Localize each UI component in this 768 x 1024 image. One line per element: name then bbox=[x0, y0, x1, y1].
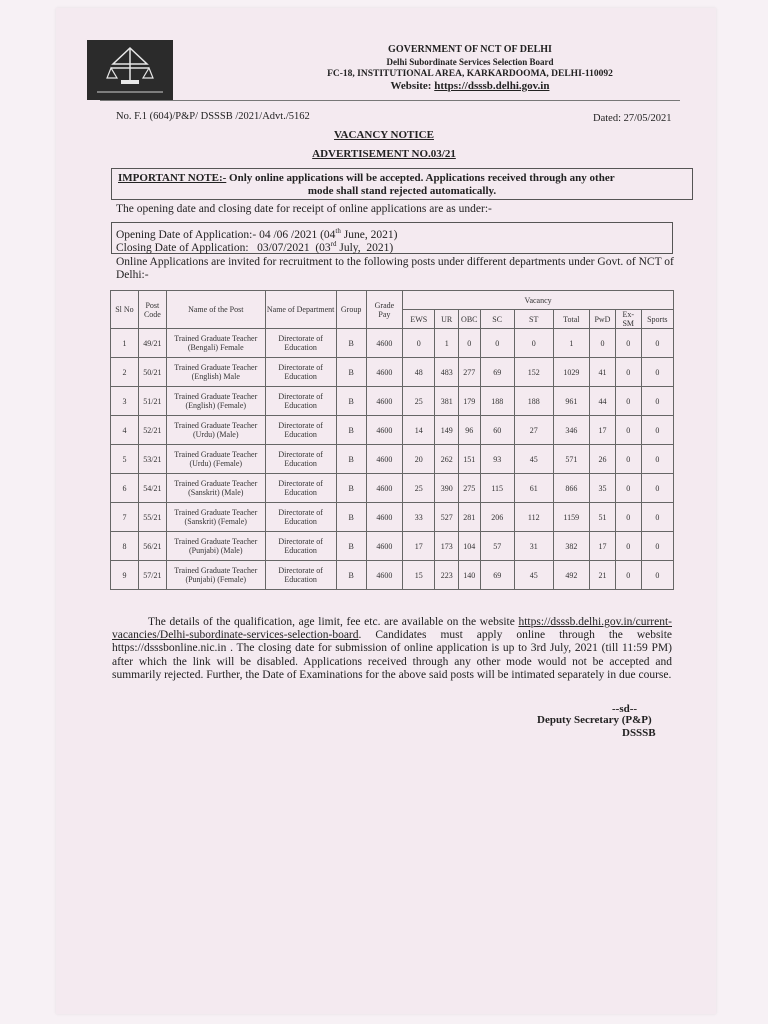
details-text-1: The details of the qualification, age limit, fee etc. are available on the website bbox=[148, 616, 515, 628]
cell-ur: 527 bbox=[435, 503, 459, 532]
header-pwd: PwD bbox=[590, 310, 616, 329]
details-paragraph bbox=[112, 616, 672, 682]
cell-ur: 223 bbox=[435, 561, 459, 590]
table-row bbox=[111, 329, 674, 358]
important-note-line2: mode shall stand rejected automatically. bbox=[307, 185, 497, 197]
cell-department: Directorate of Education bbox=[265, 387, 336, 416]
cell-ews: 48 bbox=[403, 358, 435, 387]
cell-post-name: Trained Graduate Teacher (Sanskrit) (Female) bbox=[166, 503, 265, 532]
cell-post-name: Trained Graduate Teacher (Bengali) Female bbox=[166, 329, 265, 358]
cell-sports: 0 bbox=[641, 416, 673, 445]
cell-ur: 262 bbox=[435, 445, 459, 474]
cell-post-code: 54/21 bbox=[138, 474, 166, 503]
cell-department: Directorate of Education bbox=[265, 445, 336, 474]
cell-sc: 206 bbox=[480, 503, 514, 532]
cell-obc: 179 bbox=[459, 387, 480, 416]
cell-sl: 9 bbox=[111, 561, 139, 590]
header-grade-pay: Grade Pay bbox=[366, 291, 403, 329]
cell-grade-pay: 4600 bbox=[366, 329, 403, 358]
header-sc: SC bbox=[480, 310, 514, 329]
cell-sc: 188 bbox=[480, 387, 514, 416]
cell-post-name: Trained Graduate Teacher (Punjabi) (Male) bbox=[166, 532, 265, 561]
cell-ur: 381 bbox=[435, 387, 459, 416]
cell-sc: 69 bbox=[480, 358, 514, 387]
cell-sl: 6 bbox=[111, 474, 139, 503]
header-divider bbox=[100, 100, 680, 101]
header-total: Total bbox=[553, 310, 590, 329]
cell-pwd: 44 bbox=[590, 387, 616, 416]
cell-post-code: 55/21 bbox=[138, 503, 166, 532]
header-exsm: Ex- SM bbox=[615, 310, 641, 329]
cell-department: Directorate of Education bbox=[265, 329, 336, 358]
cell-ews: 33 bbox=[403, 503, 435, 532]
table-row bbox=[111, 532, 674, 561]
cell-post-name: Trained Graduate Teacher (English) (Female) bbox=[166, 387, 265, 416]
cell-sc: 69 bbox=[480, 561, 514, 590]
important-note-line1: Only online applications will be accepted. Applications received through any other bbox=[226, 172, 615, 184]
cell-ews: 25 bbox=[403, 387, 435, 416]
cell-group: B bbox=[336, 474, 366, 503]
cell-total: 1 bbox=[553, 329, 590, 358]
header-vacancy: Vacancy bbox=[403, 291, 674, 310]
cell-total: 346 bbox=[553, 416, 590, 445]
cell-exsm: 0 bbox=[615, 387, 641, 416]
cell-st: 152 bbox=[514, 358, 553, 387]
cell-obc: 104 bbox=[459, 532, 480, 561]
website-line bbox=[250, 80, 690, 92]
cell-exsm: 0 bbox=[615, 358, 641, 387]
cell-pwd: 41 bbox=[590, 358, 616, 387]
cell-group: B bbox=[336, 561, 366, 590]
cell-obc: 0 bbox=[459, 329, 480, 358]
closing-date: Closing Date of Application: 03/07/2021 (03rd July, 2021) bbox=[116, 240, 394, 254]
cell-sports: 0 bbox=[641, 474, 673, 503]
cell-department: Directorate of Education bbox=[265, 416, 336, 445]
table-row bbox=[111, 358, 674, 387]
cell-sc: 115 bbox=[480, 474, 514, 503]
cell-post-code: 57/21 bbox=[138, 561, 166, 590]
cell-post-name: Trained Graduate Teacher (Urdu) (Female) bbox=[166, 445, 265, 474]
reference-number: No. F.1 (604)/P&P/ DSSSB /2021/Advt./5162 bbox=[116, 111, 310, 122]
cell-total: 571 bbox=[553, 445, 590, 474]
header-post-code: Post Code bbox=[138, 291, 166, 329]
recruitment-intro: Online Applications are invited for recruitment to the following posts under different departments under Govt. of NCT of Delhi:- bbox=[116, 256, 674, 281]
letterhead bbox=[250, 44, 690, 92]
cell-sports: 0 bbox=[641, 445, 673, 474]
cell-st: 61 bbox=[514, 474, 553, 503]
cell-ur: 1 bbox=[435, 329, 459, 358]
cell-obc: 281 bbox=[459, 503, 480, 532]
cell-sc: 60 bbox=[480, 416, 514, 445]
cell-st: 27 bbox=[514, 416, 553, 445]
signatory-org: DSSSB bbox=[622, 727, 656, 739]
cell-pwd: 51 bbox=[590, 503, 616, 532]
cell-exsm: 0 bbox=[615, 474, 641, 503]
header-group: Group bbox=[336, 291, 366, 329]
cell-total: 866 bbox=[553, 474, 590, 503]
cell-grade-pay: 4600 bbox=[366, 532, 403, 561]
cell-obc: 151 bbox=[459, 445, 480, 474]
cell-post-name: Trained Graduate Teacher (Urdu) (Male) bbox=[166, 416, 265, 445]
cell-pwd: 35 bbox=[590, 474, 616, 503]
cell-group: B bbox=[336, 445, 366, 474]
table-row bbox=[111, 503, 674, 532]
header-sports: Sports bbox=[641, 310, 673, 329]
cell-department: Directorate of Education bbox=[265, 503, 336, 532]
cell-ews: 14 bbox=[403, 416, 435, 445]
cell-post-code: 56/21 bbox=[138, 532, 166, 561]
cell-post-code: 53/21 bbox=[138, 445, 166, 474]
application-dates-box bbox=[111, 222, 673, 254]
cell-exsm: 0 bbox=[615, 445, 641, 474]
table-row bbox=[111, 416, 674, 445]
cell-obc: 275 bbox=[459, 474, 480, 503]
cell-department: Directorate of Education bbox=[265, 474, 336, 503]
cell-st: 112 bbox=[514, 503, 553, 532]
cell-sports: 0 bbox=[641, 532, 673, 561]
cell-total: 492 bbox=[553, 561, 590, 590]
cell-post-name: Trained Graduate Teacher (Punjabi) (Female) bbox=[166, 561, 265, 590]
cell-sports: 0 bbox=[641, 329, 673, 358]
cell-st: 45 bbox=[514, 561, 553, 590]
vacancy-notice-title: VACANCY NOTICE bbox=[334, 129, 434, 141]
cell-grade-pay: 4600 bbox=[366, 503, 403, 532]
dsssb-logo bbox=[87, 40, 173, 100]
cell-sports: 0 bbox=[641, 358, 673, 387]
cell-grade-pay: 4600 bbox=[366, 561, 403, 590]
cell-exsm: 0 bbox=[615, 329, 641, 358]
cell-sports: 0 bbox=[641, 503, 673, 532]
cell-post-name: Trained Graduate Teacher (Sanskrit) (Male) bbox=[166, 474, 265, 503]
cell-st: 0 bbox=[514, 329, 553, 358]
cell-sc: 57 bbox=[480, 532, 514, 561]
cell-obc: 140 bbox=[459, 561, 480, 590]
cell-sl: 7 bbox=[111, 503, 139, 532]
cell-post-name: Trained Graduate Teacher (English) Male bbox=[166, 358, 265, 387]
cell-group: B bbox=[336, 329, 366, 358]
cell-pwd: 0 bbox=[590, 329, 616, 358]
cell-grade-pay: 4600 bbox=[366, 358, 403, 387]
cell-group: B bbox=[336, 358, 366, 387]
header-ews: EWS bbox=[403, 310, 435, 329]
cell-grade-pay: 4600 bbox=[366, 445, 403, 474]
board-address: FC-18, INSTITUTIONAL AREA, KARKARDOOMA, DELHI-110092 bbox=[327, 69, 613, 79]
important-note-label: IMPORTANT NOTE:- bbox=[118, 172, 227, 184]
cell-exsm: 0 bbox=[615, 561, 641, 590]
header-ur: UR bbox=[435, 310, 459, 329]
cell-total: 382 bbox=[553, 532, 590, 561]
header-sl: Sl No bbox=[111, 291, 139, 329]
cell-pwd: 21 bbox=[590, 561, 616, 590]
cell-sc: 0 bbox=[480, 329, 514, 358]
table-row bbox=[111, 561, 674, 590]
cell-post-code: 49/21 bbox=[138, 329, 166, 358]
important-note-box bbox=[111, 168, 693, 200]
cell-pwd: 17 bbox=[590, 416, 616, 445]
cell-department: Directorate of Education bbox=[265, 561, 336, 590]
signature-sd: --sd-- bbox=[612, 703, 638, 715]
cell-sports: 0 bbox=[641, 387, 673, 416]
cell-post-code: 51/21 bbox=[138, 387, 166, 416]
cell-department: Directorate of Education bbox=[265, 358, 336, 387]
table-row bbox=[111, 445, 674, 474]
notice-date: Dated: 27/05/2021 bbox=[593, 113, 672, 124]
cell-ews: 15 bbox=[403, 561, 435, 590]
cell-st: 31 bbox=[514, 532, 553, 561]
dates-intro: The opening date and closing date for receipt of online applications are as under:- bbox=[116, 203, 492, 215]
cell-group: B bbox=[336, 503, 366, 532]
website-label: Website: bbox=[390, 80, 432, 92]
cell-ews: 25 bbox=[403, 474, 435, 503]
cell-grade-pay: 4600 bbox=[366, 416, 403, 445]
cell-post-code: 52/21 bbox=[138, 416, 166, 445]
cell-ur: 149 bbox=[435, 416, 459, 445]
vacancy-table bbox=[110, 290, 674, 590]
cell-ews: 0 bbox=[403, 329, 435, 358]
header-department: Name of Department bbox=[265, 291, 336, 329]
cell-group: B bbox=[336, 416, 366, 445]
details-text-2: . Candidates must apply online through the website https://dsssbonline.nic.in . The closing date for submission of online application is up to 3rd July, 2021 (till 11:59 PM) after which the link will be disabled. Applications received through any other mode would not be accepted and summarily rejected. Further, the Date of Examinations for the above said posts will be intimated separately in due course. bbox=[112, 629, 672, 681]
advertisement-number: ADVERTISEMENT NO.03/21 bbox=[312, 148, 456, 160]
cell-department: Directorate of Education bbox=[265, 532, 336, 561]
cell-obc: 96 bbox=[459, 416, 480, 445]
cell-exsm: 0 bbox=[615, 416, 641, 445]
cell-total: 1159 bbox=[553, 503, 590, 532]
cell-grade-pay: 4600 bbox=[366, 387, 403, 416]
cell-sl: 8 bbox=[111, 532, 139, 561]
cell-st: 45 bbox=[514, 445, 553, 474]
cell-ews: 20 bbox=[403, 445, 435, 474]
cell-ur: 173 bbox=[435, 532, 459, 561]
cell-total: 1029 bbox=[553, 358, 590, 387]
table-row bbox=[111, 474, 674, 503]
header-obc: OBC bbox=[459, 310, 480, 329]
cell-sl: 3 bbox=[111, 387, 139, 416]
header-st: ST bbox=[514, 310, 553, 329]
cell-sc: 93 bbox=[480, 445, 514, 474]
cell-sl: 4 bbox=[111, 416, 139, 445]
header-post-name: Name of the Post bbox=[166, 291, 265, 329]
cell-ews: 17 bbox=[403, 532, 435, 561]
cell-pwd: 17 bbox=[590, 532, 616, 561]
cell-ur: 390 bbox=[435, 474, 459, 503]
cell-obc: 277 bbox=[459, 358, 480, 387]
cell-grade-pay: 4600 bbox=[366, 474, 403, 503]
cell-sl: 1 bbox=[111, 329, 139, 358]
cell-group: B bbox=[336, 387, 366, 416]
cell-post-code: 50/21 bbox=[138, 358, 166, 387]
cell-pwd: 26 bbox=[590, 445, 616, 474]
signatory-designation: Deputy Secretary (P&P) bbox=[537, 714, 652, 726]
cell-st: 188 bbox=[514, 387, 553, 416]
cell-sl: 2 bbox=[111, 358, 139, 387]
board-name: Delhi Subordinate Services Selection Board bbox=[386, 57, 554, 67]
vacancies-link[interactable]: https://dsssb.delhi.gov.in/current-vacancies/Delhi-subordinate-services-selection-board bbox=[112, 616, 672, 642]
cell-group: B bbox=[336, 532, 366, 561]
cell-sports: 0 bbox=[641, 561, 673, 590]
website-link[interactable]: https://dsssb.delhi.gov.in bbox=[434, 80, 550, 92]
cell-sl: 5 bbox=[111, 445, 139, 474]
table-row bbox=[111, 387, 674, 416]
government-name: GOVERNMENT OF NCT OF DELHI bbox=[388, 44, 552, 55]
opening-date: Opening Date of Application:- 04 /06 /2021 (04th June, 2021) bbox=[116, 227, 398, 241]
cell-exsm: 0 bbox=[615, 503, 641, 532]
cell-exsm: 0 bbox=[615, 532, 641, 561]
cell-total: 961 bbox=[553, 387, 590, 416]
cell-ur: 483 bbox=[435, 358, 459, 387]
